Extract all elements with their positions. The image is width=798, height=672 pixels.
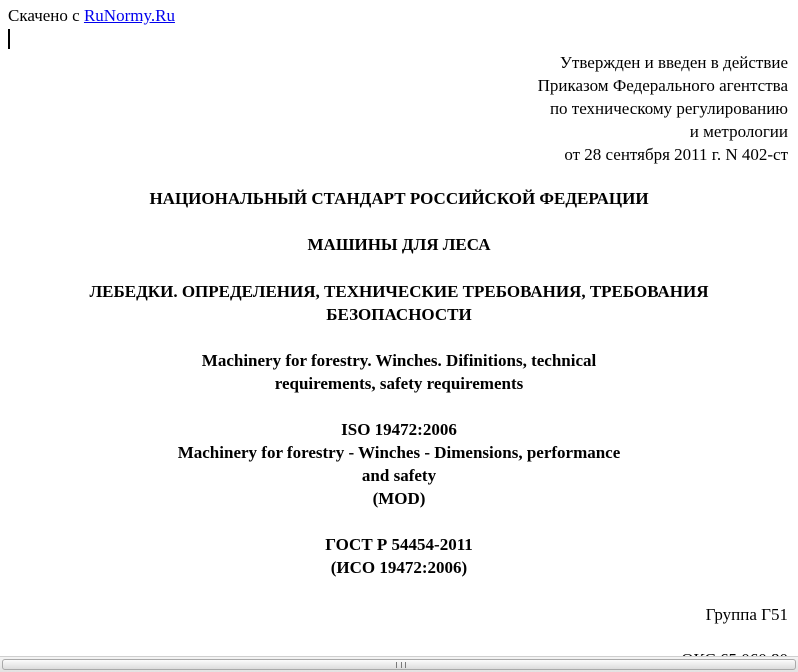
horizontal-scrollbar[interactable]: [0, 656, 798, 672]
approval-block: [538, 51, 788, 166]
heading-line: БЕЗОПАСНОСТИ: [326, 305, 472, 324]
heading-line: ЛЕБЕДКИ. ОПРЕДЕЛЕНИЯ, ТЕХНИЧЕСКИЕ ТРЕБОВАНИЯ, ТРЕБОВАНИЯ: [89, 282, 709, 301]
download-source-line: [8, 6, 175, 26]
standard-name-ru: [0, 280, 798, 326]
text-cursor: [8, 29, 10, 49]
heading-line: ISO 19472:2006: [341, 420, 457, 439]
approval-line: Утвержден и введен в действие: [559, 53, 788, 72]
heading-line: Machinery for forestry. Winches. Difinitions, technical: [201, 351, 597, 370]
heading-text: МАШИНЫ ДЛЯ ЛЕСА: [307, 235, 491, 254]
heading-line: ГОСТ Р 54454-2011: [325, 535, 473, 554]
heading-line: and safety: [361, 466, 437, 485]
heading-line: (MOD): [372, 489, 426, 508]
approval-line: от 28 сентября 2011 г. N 402-ст: [564, 145, 788, 164]
scrollbar-grip-icon: [396, 662, 406, 668]
iso-reference: [0, 418, 798, 510]
heading-text: НАЦИОНАЛЬНЫЙ СТАНДАРТ РОССИЙСКОЙ ФЕДЕРАЦИИ: [149, 189, 649, 208]
scrollbar-thumb[interactable]: [2, 659, 796, 670]
heading-line: requirements, safety requirements: [274, 374, 524, 393]
approval-line: и метрологии: [689, 122, 788, 141]
approval-line: по техническому регулированию: [549, 99, 788, 118]
runormy-link[interactable]: RuNormy.Ru: [83, 6, 175, 25]
heading-line: (ИСО 19472:2006): [330, 558, 468, 577]
classification-group: Группа Г51: [705, 605, 788, 624]
gost-designation: [0, 533, 798, 579]
heading-line: Machinery for forestry - Winches - Dimensions, performance: [177, 443, 621, 462]
subject-heading: [0, 233, 798, 256]
approval-line: Приказом Федерального агентства: [537, 76, 788, 95]
standard-name-en: [0, 349, 798, 395]
downloaded-prefix: Скачено с: [8, 6, 80, 25]
national-standard-heading: [0, 187, 798, 210]
